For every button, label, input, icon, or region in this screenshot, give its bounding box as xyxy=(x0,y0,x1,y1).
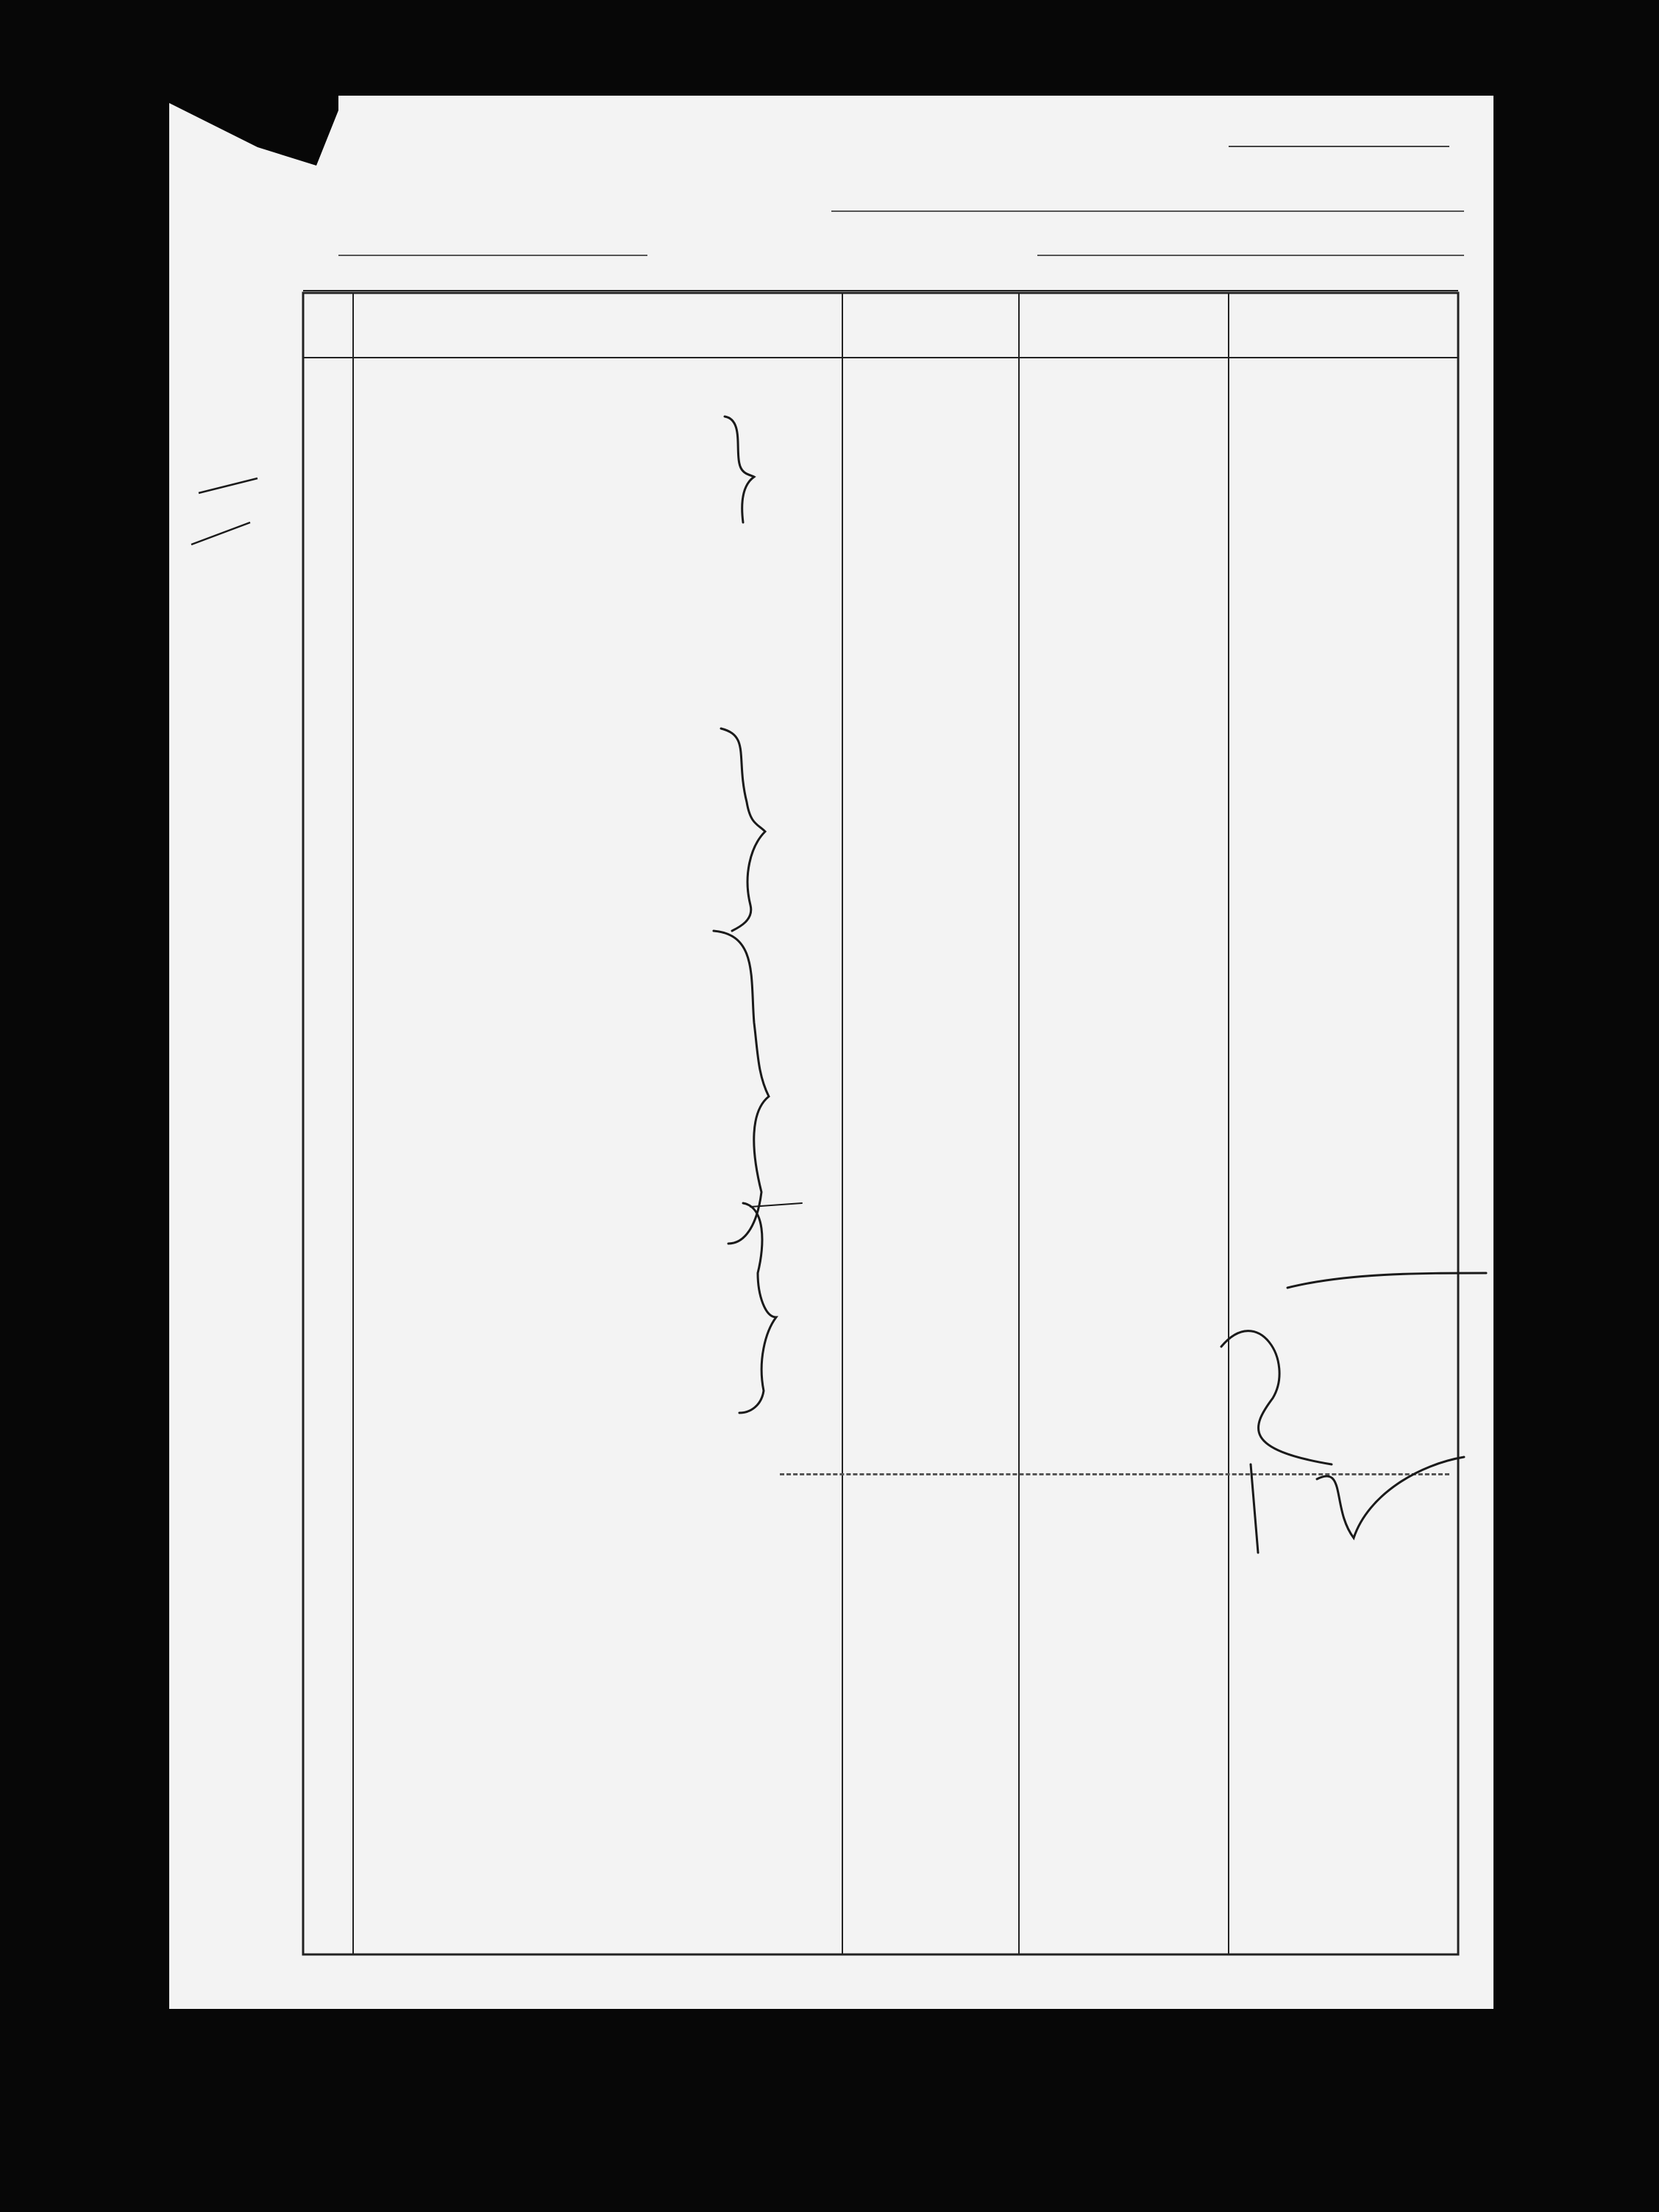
brace-rockwood xyxy=(721,729,765,931)
initials xyxy=(1251,1457,1464,1553)
brace-henderson xyxy=(714,931,769,1244)
manifest-paper xyxy=(169,96,1493,2009)
handwriting-layer xyxy=(169,96,1493,2009)
brace-ladbury xyxy=(725,416,754,522)
brace-evens xyxy=(739,1203,776,1413)
signature-stroke xyxy=(1221,1331,1332,1464)
signature-tail xyxy=(1287,1273,1486,1288)
